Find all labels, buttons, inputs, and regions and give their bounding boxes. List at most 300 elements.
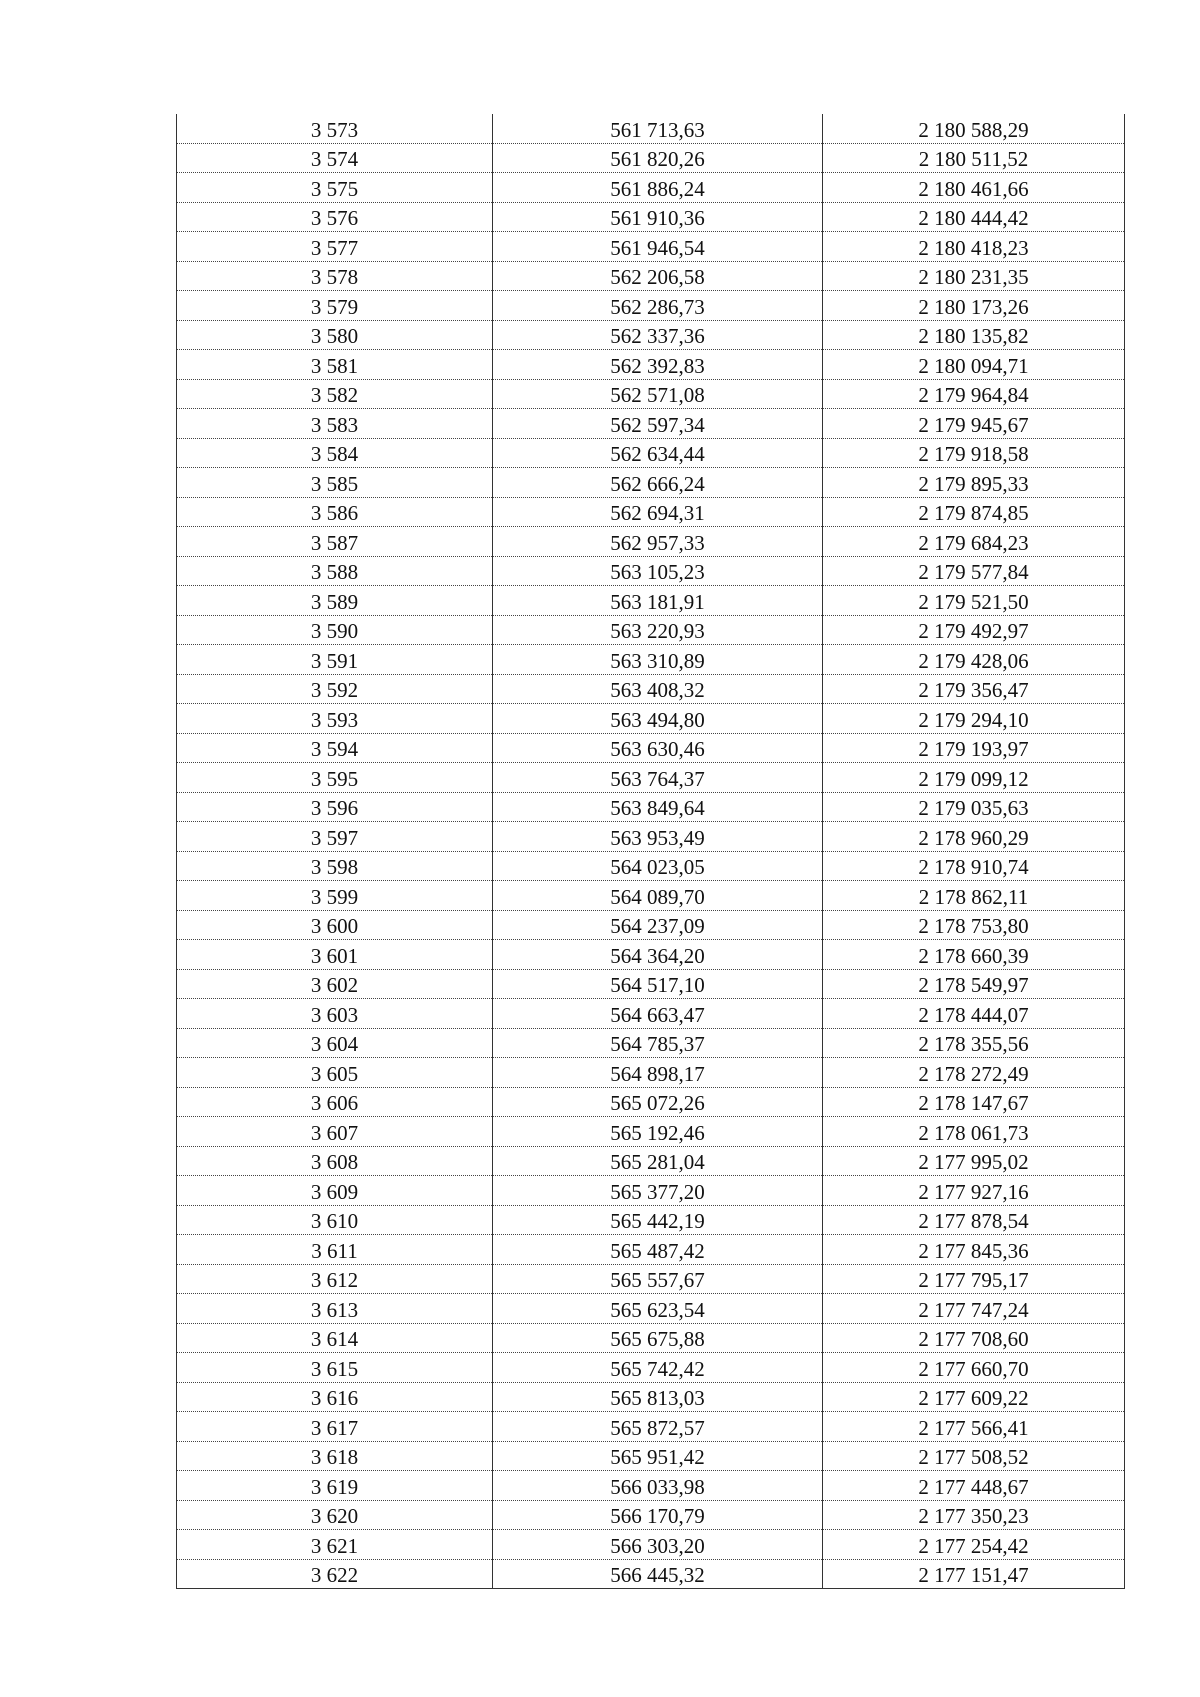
point-number-text: 3 574	[310, 147, 359, 171]
table-row	[177, 350, 1125, 380]
x-coordinate-cell	[493, 261, 823, 291]
x-coordinate-cell	[493, 350, 823, 380]
point-number-text: 3 605	[310, 1061, 359, 1086]
x-coordinate-text: 562 957,33	[610, 530, 705, 555]
point-number-text: 3 619	[310, 1474, 359, 1499]
point-number-text: 3 608	[310, 1150, 359, 1174]
y-coordinate-cell	[823, 232, 1125, 262]
point-number-text: 3 606	[310, 1091, 359, 1115]
point-number-text: 3 610	[310, 1209, 359, 1233]
table-row	[177, 881, 1125, 911]
y-coordinate-cell	[823, 1382, 1125, 1412]
point-number-text: 3 603	[310, 1002, 359, 1027]
y-coordinate-cell	[823, 409, 1125, 439]
y-coordinate-text: 2 179 577,84	[918, 560, 1029, 584]
y-coordinate-text: 2 177 609,22	[918, 1386, 1029, 1410]
y-coordinate-cell	[823, 1087, 1125, 1117]
x-coordinate-cell	[493, 1176, 823, 1206]
y-coordinate-text: 2 177 660,70	[918, 1356, 1029, 1381]
x-coordinate-text: 565 442,19	[610, 1209, 705, 1233]
y-coordinate-cell	[823, 1530, 1125, 1560]
point-number-cell	[177, 1412, 493, 1442]
y-coordinate-text: 2 178 272,49	[918, 1061, 1029, 1086]
point-number-cell	[177, 350, 493, 380]
x-coordinate-text: 565 675,88	[610, 1327, 705, 1351]
table-row	[177, 1294, 1125, 1324]
point-number-text: 3 621	[310, 1533, 359, 1558]
y-coordinate-text: 2 179 356,47	[918, 678, 1029, 702]
y-coordinate-cell	[823, 1500, 1125, 1530]
table-row	[177, 527, 1125, 557]
y-coordinate-text: 2 177 878,54	[918, 1209, 1029, 1233]
x-coordinate-text: 565 623,54	[610, 1297, 705, 1322]
x-coordinate-cell	[493, 556, 823, 586]
y-coordinate-cell	[823, 822, 1125, 852]
point-number-text: 3 581	[310, 353, 359, 378]
table-row	[177, 1028, 1125, 1058]
x-coordinate-text: 564 023,05	[610, 855, 705, 879]
y-coordinate-cell	[823, 1235, 1125, 1265]
y-coordinate-cell	[823, 1441, 1125, 1471]
table-row	[177, 1058, 1125, 1088]
x-coordinate-text: 562 392,83	[610, 353, 705, 378]
point-number-cell	[177, 232, 493, 262]
x-coordinate-cell	[493, 409, 823, 439]
table-row	[177, 438, 1125, 468]
x-coordinate-text: 562 666,24	[610, 471, 705, 496]
x-coordinate-text: 566 170,79	[610, 1504, 705, 1528]
x-coordinate-cell	[493, 379, 823, 409]
y-coordinate-cell	[823, 586, 1125, 616]
x-coordinate-cell	[493, 143, 823, 173]
table-row	[177, 999, 1125, 1029]
x-coordinate-text: 562 206,58	[610, 265, 705, 289]
y-coordinate-text: 2 180 511,52	[918, 147, 1029, 171]
y-coordinate-text: 2 179 035,63	[918, 796, 1029, 820]
point-number-cell	[177, 792, 493, 822]
y-coordinate-text: 2 177 566,41	[918, 1415, 1029, 1440]
point-number-cell	[177, 645, 493, 675]
point-number-cell	[177, 1117, 493, 1147]
x-coordinate-cell	[493, 1441, 823, 1471]
point-number-cell	[177, 822, 493, 852]
point-number-text: 3 591	[310, 648, 359, 673]
table-row	[177, 1500, 1125, 1530]
point-number-text: 3 607	[310, 1120, 359, 1145]
point-number-cell	[177, 173, 493, 203]
y-coordinate-text: 2 178 355,56	[918, 1032, 1029, 1056]
x-coordinate-cell	[493, 1058, 823, 1088]
point-number-text: 3 604	[310, 1032, 359, 1056]
x-coordinate-text: 563 310,89	[610, 648, 705, 673]
point-number-cell	[177, 674, 493, 704]
x-coordinate-text: 565 951,42	[610, 1445, 705, 1469]
y-coordinate-text: 2 180 135,82	[918, 324, 1029, 348]
table-row	[177, 1323, 1125, 1353]
point-number-text: 3 616	[310, 1386, 359, 1410]
point-number-cell	[177, 586, 493, 616]
table-row	[177, 704, 1125, 734]
y-coordinate-cell	[823, 202, 1125, 232]
y-coordinate-cell	[823, 114, 1125, 143]
point-number-text: 3 577	[310, 235, 359, 260]
y-coordinate-cell	[823, 1323, 1125, 1353]
table-row	[177, 763, 1125, 793]
x-coordinate-cell	[493, 586, 823, 616]
point-number-text: 3 588	[310, 560, 359, 584]
point-number-text: 3 596	[310, 796, 359, 820]
point-number-cell	[177, 409, 493, 439]
point-number-text: 3 576	[310, 206, 359, 230]
point-number-cell	[177, 261, 493, 291]
table-row	[177, 114, 1125, 143]
y-coordinate-text: 2 177 795,17	[918, 1268, 1029, 1292]
x-coordinate-text: 566 303,20	[610, 1533, 705, 1558]
y-coordinate-text: 2 177 350,23	[918, 1504, 1029, 1528]
y-coordinate-cell	[823, 497, 1125, 527]
x-coordinate-text: 563 849,64	[610, 796, 705, 820]
y-coordinate-text: 2 177 254,42	[918, 1533, 1029, 1558]
point-number-cell	[177, 1087, 493, 1117]
point-number-cell	[177, 1176, 493, 1206]
point-number-cell	[177, 143, 493, 173]
point-number-text: 3 586	[310, 501, 359, 525]
y-coordinate-cell	[823, 1028, 1125, 1058]
point-number-text: 3 620	[310, 1504, 359, 1528]
point-number-cell	[177, 1500, 493, 1530]
y-coordinate-text: 2 180 461,66	[918, 176, 1029, 201]
table-row	[177, 1412, 1125, 1442]
y-coordinate-cell	[823, 733, 1125, 763]
x-coordinate-cell	[493, 497, 823, 527]
x-coordinate-cell	[493, 438, 823, 468]
point-number-text: 3 617	[310, 1415, 359, 1440]
point-number-text: 3 578	[310, 265, 359, 289]
x-coordinate-cell	[493, 969, 823, 999]
y-coordinate-cell	[823, 173, 1125, 203]
x-coordinate-text: 565 072,26	[610, 1091, 705, 1115]
point-number-text: 3 613	[310, 1297, 359, 1322]
point-number-cell	[177, 1235, 493, 1265]
y-coordinate-text: 2 180 588,29	[918, 117, 1029, 142]
x-coordinate-cell	[493, 468, 823, 498]
y-coordinate-text: 2 178 960,29	[918, 825, 1029, 850]
x-coordinate-cell	[493, 1235, 823, 1265]
y-coordinate-cell	[823, 792, 1125, 822]
y-coordinate-text: 2 177 747,24	[918, 1297, 1029, 1322]
x-coordinate-text: 562 634,44	[610, 442, 705, 466]
point-number-text: 3 584	[310, 442, 359, 466]
table-row	[177, 1235, 1125, 1265]
y-coordinate-cell	[823, 379, 1125, 409]
x-coordinate-text: 565 281,04	[610, 1150, 705, 1174]
y-coordinate-cell	[823, 910, 1125, 940]
x-coordinate-text: 563 105,23	[610, 560, 705, 584]
y-coordinate-text: 2 180 231,35	[918, 265, 1029, 289]
y-coordinate-text: 2 177 927,16	[918, 1179, 1029, 1204]
point-number-text: 3 573	[310, 117, 359, 142]
table-row	[177, 173, 1125, 203]
point-number-text: 3 587	[310, 530, 359, 555]
x-coordinate-cell	[493, 320, 823, 350]
table-row	[177, 822, 1125, 852]
point-number-cell	[177, 1559, 493, 1589]
y-coordinate-text: 2 177 448,67	[918, 1474, 1029, 1499]
y-coordinate-text: 2 178 444,07	[918, 1002, 1029, 1027]
point-number-text: 3 611	[311, 1238, 358, 1263]
table-row	[177, 1471, 1125, 1501]
table-row	[177, 1205, 1125, 1235]
table-row	[177, 320, 1125, 350]
table-row	[177, 940, 1125, 970]
x-coordinate-text: 565 377,20	[610, 1179, 705, 1204]
point-number-cell	[177, 910, 493, 940]
y-coordinate-cell	[823, 261, 1125, 291]
y-coordinate-text: 2 178 862,11	[918, 884, 1029, 909]
y-coordinate-text: 2 179 492,97	[918, 619, 1029, 643]
y-coordinate-text: 2 179 945,67	[918, 412, 1029, 437]
x-coordinate-text: 563 630,46	[610, 737, 705, 761]
y-coordinate-text: 2 179 428,06	[918, 648, 1029, 673]
point-number-cell	[177, 1146, 493, 1176]
x-coordinate-text: 562 694,31	[610, 501, 705, 525]
x-coordinate-cell	[493, 704, 823, 734]
y-coordinate-cell	[823, 645, 1125, 675]
point-number-text: 3 589	[310, 589, 359, 614]
point-number-text: 3 580	[310, 324, 359, 348]
x-coordinate-text: 565 192,46	[610, 1120, 705, 1145]
y-coordinate-text: 2 179 964,84	[918, 383, 1029, 407]
coordinates-table	[176, 114, 1125, 1589]
y-coordinate-cell	[823, 320, 1125, 350]
x-coordinate-cell	[493, 1117, 823, 1147]
x-coordinate-text: 564 898,17	[610, 1061, 705, 1086]
point-number-text: 3 612	[310, 1268, 359, 1292]
point-number-cell	[177, 940, 493, 970]
point-number-text: 3 614	[310, 1327, 359, 1351]
point-number-cell	[177, 527, 493, 557]
x-coordinate-cell	[493, 733, 823, 763]
x-coordinate-text: 562 337,36	[610, 324, 705, 348]
x-coordinate-cell	[493, 1323, 823, 1353]
x-coordinate-cell	[493, 1087, 823, 1117]
table-row	[177, 232, 1125, 262]
point-number-cell	[177, 1382, 493, 1412]
y-coordinate-text: 2 177 151,47	[918, 1563, 1029, 1587]
point-number-cell	[177, 881, 493, 911]
point-number-text: 3 601	[310, 943, 359, 968]
point-number-cell	[177, 320, 493, 350]
x-coordinate-text: 566 445,32	[610, 1563, 705, 1587]
point-number-text: 3 600	[310, 914, 359, 938]
point-number-text: 3 597	[310, 825, 359, 850]
point-number-text: 3 602	[310, 973, 359, 997]
point-number-cell	[177, 1205, 493, 1235]
table-row	[177, 143, 1125, 173]
table-row	[177, 615, 1125, 645]
table-row	[177, 379, 1125, 409]
x-coordinate-cell	[493, 1382, 823, 1412]
y-coordinate-cell	[823, 704, 1125, 734]
y-coordinate-cell	[823, 438, 1125, 468]
table-row	[177, 1530, 1125, 1560]
point-number-text: 3 599	[310, 884, 359, 909]
point-number-cell	[177, 999, 493, 1029]
x-coordinate-cell	[493, 1559, 823, 1589]
x-coordinate-text: 566 033,98	[610, 1474, 705, 1499]
x-coordinate-text: 563 220,93	[610, 619, 705, 643]
table-row	[177, 792, 1125, 822]
x-coordinate-cell	[493, 763, 823, 793]
x-coordinate-text: 565 557,67	[610, 1268, 705, 1292]
x-coordinate-text: 565 813,03	[610, 1386, 705, 1410]
point-number-text: 3 618	[310, 1445, 359, 1469]
x-coordinate-cell	[493, 1264, 823, 1294]
y-coordinate-text: 2 177 845,36	[918, 1238, 1029, 1263]
x-coordinate-text: 563 953,49	[610, 825, 705, 850]
x-coordinate-cell	[493, 881, 823, 911]
x-coordinate-cell	[493, 1146, 823, 1176]
x-coordinate-text: 563 764,37	[610, 766, 705, 791]
x-coordinate-text: 565 742,42	[610, 1356, 705, 1381]
y-coordinate-cell	[823, 1146, 1125, 1176]
x-coordinate-cell	[493, 114, 823, 143]
y-coordinate-cell	[823, 1294, 1125, 1324]
y-coordinate-cell	[823, 1058, 1125, 1088]
x-coordinate-text: 565 872,57	[610, 1415, 705, 1440]
x-coordinate-text: 563 408,32	[610, 678, 705, 702]
table-row	[177, 910, 1125, 940]
table-row	[177, 1382, 1125, 1412]
point-number-text: 3 622	[310, 1563, 359, 1587]
x-coordinate-text: 565 487,42	[610, 1238, 705, 1263]
y-coordinate-text: 2 179 294,10	[918, 707, 1029, 732]
x-coordinate-text: 561 910,36	[610, 206, 705, 230]
x-coordinate-text: 564 517,10	[610, 973, 705, 997]
x-coordinate-cell	[493, 1530, 823, 1560]
x-coordinate-cell	[493, 940, 823, 970]
y-coordinate-text: 2 178 910,74	[918, 855, 1029, 879]
point-number-text: 3 592	[310, 678, 359, 702]
table-row	[177, 674, 1125, 704]
point-number-cell	[177, 763, 493, 793]
y-coordinate-cell	[823, 1205, 1125, 1235]
y-coordinate-text: 2 177 508,52	[918, 1445, 1029, 1469]
point-number-cell	[177, 202, 493, 232]
x-coordinate-cell	[493, 792, 823, 822]
y-coordinate-cell	[823, 350, 1125, 380]
x-coordinate-cell	[493, 615, 823, 645]
x-coordinate-text: 564 089,70	[610, 884, 705, 909]
x-coordinate-cell	[493, 527, 823, 557]
y-coordinate-text: 2 177 995,02	[918, 1150, 1029, 1174]
point-number-cell	[177, 1323, 493, 1353]
point-number-cell	[177, 733, 493, 763]
y-coordinate-cell	[823, 851, 1125, 881]
point-number-cell	[177, 556, 493, 586]
y-coordinate-text: 2 179 521,50	[918, 589, 1029, 614]
x-coordinate-cell	[493, 232, 823, 262]
point-number-cell	[177, 1294, 493, 1324]
point-number-cell	[177, 1530, 493, 1560]
x-coordinate-text: 561 886,24	[610, 176, 705, 201]
point-number-cell	[177, 291, 493, 321]
point-number-text: 3 609	[310, 1179, 359, 1204]
y-coordinate-cell	[823, 615, 1125, 645]
table-row	[177, 1146, 1125, 1176]
y-coordinate-text: 2 179 895,33	[918, 471, 1029, 496]
y-coordinate-text: 2 178 753,80	[918, 914, 1029, 938]
point-number-cell	[177, 114, 493, 143]
y-coordinate-cell	[823, 291, 1125, 321]
y-coordinate-text: 2 178 147,67	[918, 1091, 1029, 1115]
table-row	[177, 1176, 1125, 1206]
table-row	[177, 497, 1125, 527]
point-number-cell	[177, 969, 493, 999]
point-number-cell	[177, 1353, 493, 1383]
x-coordinate-text: 564 663,47	[610, 1002, 705, 1027]
x-coordinate-cell	[493, 1205, 823, 1235]
x-coordinate-cell	[493, 910, 823, 940]
table-row	[177, 409, 1125, 439]
x-coordinate-cell	[493, 1500, 823, 1530]
y-coordinate-cell	[823, 674, 1125, 704]
x-coordinate-text: 562 286,73	[610, 294, 705, 319]
y-coordinate-text: 2 179 099,12	[918, 766, 1029, 791]
table-row	[177, 261, 1125, 291]
y-coordinate-cell	[823, 1176, 1125, 1206]
x-coordinate-cell	[493, 173, 823, 203]
x-coordinate-cell	[493, 645, 823, 675]
y-coordinate-text: 2 177 708,60	[918, 1327, 1029, 1351]
point-number-text: 3 615	[310, 1356, 359, 1381]
point-number-cell	[177, 1264, 493, 1294]
table-row	[177, 586, 1125, 616]
x-coordinate-cell	[493, 291, 823, 321]
x-coordinate-cell	[493, 1412, 823, 1442]
x-coordinate-text: 564 364,20	[610, 943, 705, 968]
x-coordinate-text: 562 597,34	[610, 412, 705, 437]
point-number-text: 3 590	[310, 619, 359, 643]
table-row	[177, 733, 1125, 763]
point-number-text: 3 583	[310, 412, 359, 437]
table-row	[177, 1353, 1125, 1383]
x-coordinate-cell	[493, 674, 823, 704]
y-coordinate-text: 2 180 094,71	[918, 353, 1029, 378]
point-number-text: 3 598	[310, 855, 359, 879]
point-number-cell	[177, 438, 493, 468]
table-row	[177, 1087, 1125, 1117]
table-row	[177, 1117, 1125, 1147]
y-coordinate-cell	[823, 881, 1125, 911]
x-coordinate-cell	[493, 1294, 823, 1324]
y-coordinate-cell	[823, 999, 1125, 1029]
x-coordinate-text: 562 571,08	[610, 383, 705, 407]
x-coordinate-text: 561 946,54	[610, 235, 705, 260]
x-coordinate-text: 564 785,37	[610, 1032, 705, 1056]
x-coordinate-cell	[493, 202, 823, 232]
x-coordinate-cell	[493, 851, 823, 881]
y-coordinate-text: 2 178 549,97	[918, 973, 1029, 997]
x-coordinate-cell	[493, 822, 823, 852]
y-coordinate-text: 2 179 684,23	[918, 530, 1029, 555]
point-number-cell	[177, 468, 493, 498]
point-number-text: 3 582	[310, 383, 359, 407]
point-number-cell	[177, 1028, 493, 1058]
table-row	[177, 645, 1125, 675]
point-number-cell	[177, 704, 493, 734]
table-row	[177, 1441, 1125, 1471]
